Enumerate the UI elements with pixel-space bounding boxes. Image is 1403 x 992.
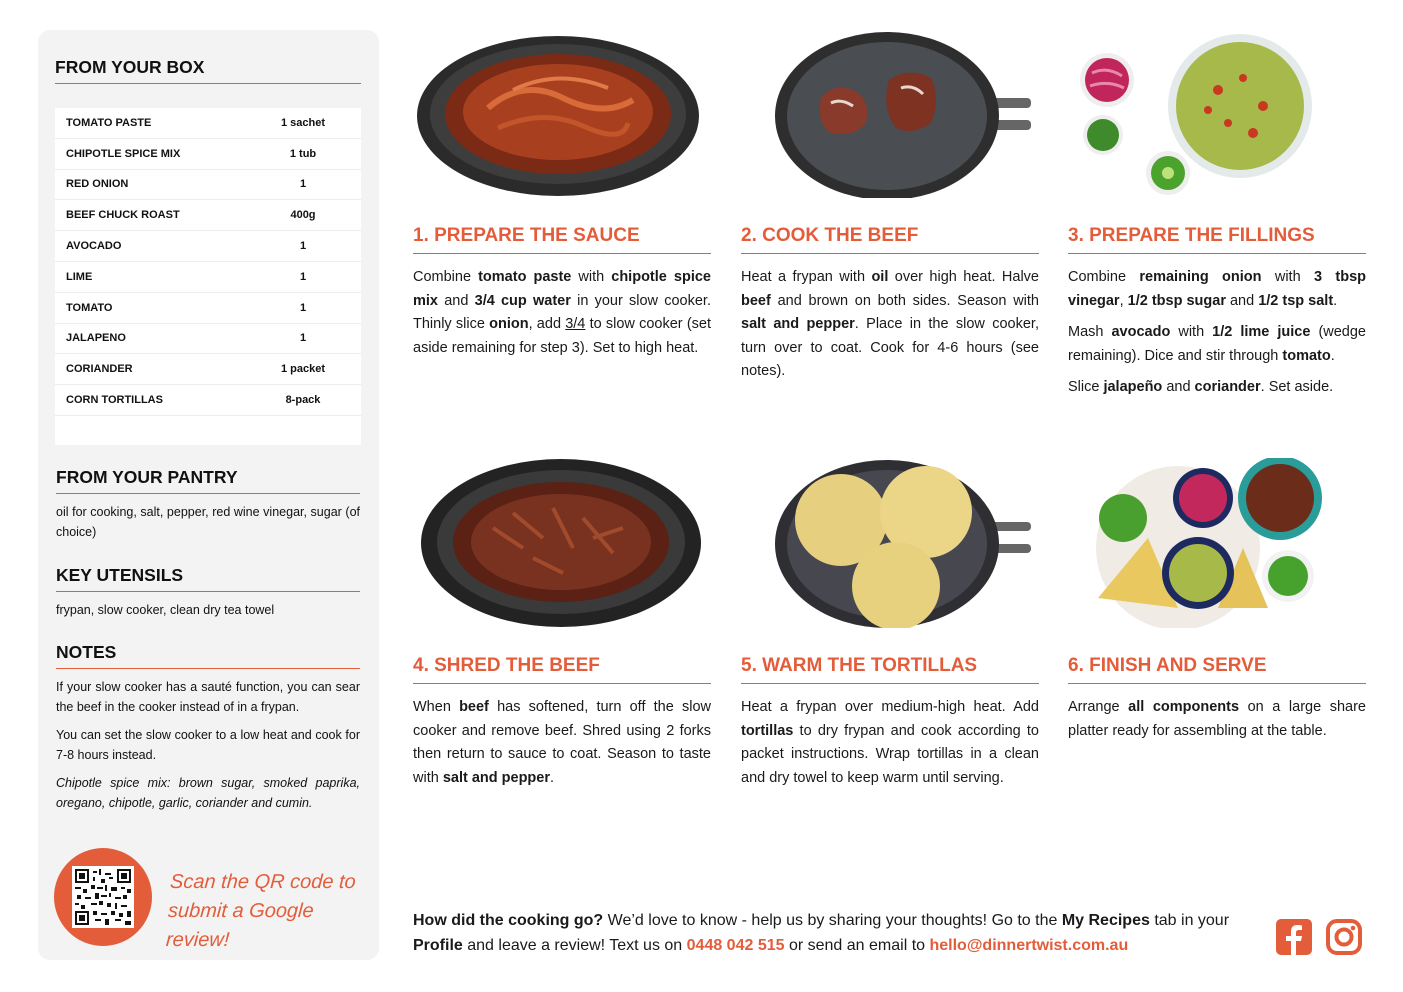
ingredient-qty: 1 tub <box>289 147 317 160</box>
text-run: and <box>438 292 475 309</box>
text-run: Combine <box>413 269 479 285</box>
ingredient-row <box>55 262 361 293</box>
ingredient-name: LIME <box>66 270 93 283</box>
ingredient-qty: 400g <box>290 209 316 222</box>
text-run: We’d love to know - help us by sharing your thoughts! Go to the <box>603 912 1062 929</box>
ingredient-name: TOMATO PASTE <box>66 116 152 129</box>
instagram-icon[interactable] <box>1325 918 1363 956</box>
step-3-paragraph <box>1068 266 1366 313</box>
ingredient-highlight: all components <box>1128 699 1240 715</box>
ingredient-highlight: oil <box>871 269 889 285</box>
ingredient-row <box>55 354 361 385</box>
ingredient-qty: 1 <box>299 270 307 283</box>
ingredient-highlight: coriander <box>1194 379 1261 395</box>
scan-line-1: Scan the QR code to <box>169 871 357 893</box>
ingredient-name: CHIPOTLE SPICE MIX <box>66 147 181 160</box>
notes-title: NOTES <box>56 642 360 669</box>
text-run: . <box>1333 292 1338 309</box>
ingredient-qty: 1 packet <box>280 363 326 376</box>
facebook-icon[interactable] <box>1275 918 1313 956</box>
ingredient-highlight: jalapeño <box>1103 379 1163 395</box>
step-2-title: 2. COOK THE BEEF <box>741 225 1039 254</box>
step-2-image <box>741 28 1039 198</box>
text-run: When <box>413 699 460 715</box>
ingredient-highlight: tomato paste <box>478 269 572 285</box>
qr-code-icon[interactable] <box>72 866 134 928</box>
text-run: . Set aside. <box>1260 379 1334 395</box>
text-run: and leave a review! Text us on <box>462 937 687 954</box>
phone-link[interactable]: 0448 042 515 <box>686 937 785 954</box>
ingredient-name: TOMATO <box>66 301 113 314</box>
ingredient-row <box>55 200 361 231</box>
text-run: to dry frypan and cook according to packet instructions. Wrap tortillas in a clean and dry towel to keep warm until serving. <box>741 722 1039 786</box>
text-run: and <box>1225 292 1259 309</box>
text-run: and <box>1162 379 1195 395</box>
step-3-image <box>1068 28 1366 198</box>
step-5-text <box>741 696 1039 790</box>
ingredient-highlight: tomato <box>1282 347 1331 364</box>
profile-link[interactable]: Profile <box>413 937 463 954</box>
step-4-title: 4. SHRED THE BEEF <box>413 655 711 684</box>
ingredient-qty: 1 <box>299 301 307 314</box>
ingredient-name: CORN TORTILLAS <box>66 394 163 407</box>
ingredient-highlight: remaining onion <box>1139 269 1262 285</box>
ingredient-name: JALAPENO <box>66 332 126 345</box>
text-run: with <box>571 269 612 285</box>
ingredient-highlight: 1/2 tbsp sugar <box>1127 292 1226 309</box>
step-1-title: 1. PREPARE THE SAUCE <box>413 225 711 254</box>
note-text: You can set the slow cooker to a low heat and cook for 7-8 hours instead. <box>56 728 360 762</box>
ingredient-row <box>55 385 361 416</box>
pantry-title: FROM YOUR PANTRY <box>56 467 360 494</box>
text-run: . <box>1330 347 1335 364</box>
step-3-title: 3. PREPARE THE FILLINGS <box>1068 225 1366 254</box>
sidebar <box>38 30 379 960</box>
ingredient-row <box>55 293 361 324</box>
step-5-image <box>741 458 1039 628</box>
ingredient-name: RED ONION <box>66 178 129 191</box>
review-footer <box>413 908 1263 958</box>
ingredient-highlight: 3 tbsp vinegar <box>1068 269 1367 309</box>
text-run: Arrange <box>1068 699 1129 715</box>
ingredient-highlight: onion <box>489 316 529 332</box>
text-run: Combine <box>1068 269 1140 285</box>
step-5-title: 5. WARM THE TORTILLAS <box>741 655 1039 684</box>
text-run: (wedge remaining). Dice and stir through <box>1068 324 1366 364</box>
ingredient-highlight: 1/2 tsp salt <box>1258 292 1334 309</box>
step-6-text <box>1068 696 1366 743</box>
text-run: . Place in the slow cooker, turn over to coat. Cook for 4-6 hours (see notes). <box>741 316 1039 379</box>
ingredient-highlight: salt and pepper <box>741 316 855 332</box>
my-recipes-link[interactable]: My Recipes <box>1061 912 1150 929</box>
step-3-paragraph <box>1068 321 1366 368</box>
text-run: , <box>1119 292 1128 309</box>
text-run: has softened, turn off the slow cooker and remove beef. Shred using 2 forks then return to sauce to coat. Season to taste with <box>413 699 711 786</box>
pantry-text: oil for cooking, salt, pepper, red wine vinegar, sugar (of choice) <box>56 505 360 539</box>
ingredient-highlight: chipotle spice mix <box>413 269 711 309</box>
step-1-image <box>413 28 711 198</box>
ingredient-qty: 1 <box>299 178 307 191</box>
step-6-title: 6. FINISH AND SERVE <box>1068 655 1366 684</box>
note-text: Chipotle spice mix: brown sugar, smoked paprika, oregano, chipotle, garlic, coriander and cumin. <box>56 776 360 810</box>
ingredient-highlight: 1/2 lime juice <box>1212 324 1311 340</box>
step-1-text <box>413 266 711 360</box>
utensils-title: KEY UTENSILS <box>56 565 360 592</box>
ingredient-qty: 1 <box>299 240 307 253</box>
email-link[interactable]: hello@dinnertwist.com.au <box>929 937 1129 954</box>
ingredient-qty: 1 sachet <box>280 116 326 129</box>
ingredient-name: BEEF CHUCK ROAST <box>66 209 180 222</box>
ingredient-row <box>55 170 361 201</box>
ingredient-highlight: beef <box>459 699 489 715</box>
pantry-section <box>56 467 360 542</box>
text-run: Heat a frypan over medium-high heat. Add <box>741 699 1039 715</box>
text-run: Heat a frypan with <box>741 269 872 285</box>
ingredient-qty: 1 <box>299 332 307 345</box>
footer-question: How did the cooking go? <box>413 912 604 929</box>
scan-review-text <box>165 868 371 955</box>
utensils-section <box>56 565 360 620</box>
text-run: or send an email to <box>784 937 930 954</box>
qr-badge[interactable] <box>54 848 152 946</box>
ingredient-highlight: tortillas <box>741 722 794 739</box>
text-run: , add <box>528 316 566 332</box>
ingredient-highlight: beef <box>741 292 771 309</box>
text-run: Slice <box>1068 379 1104 395</box>
text-run: and brown on both sides. Season with <box>770 292 1039 309</box>
box-title: FROM YOUR BOX <box>55 57 361 84</box>
ingredient-qty: 8-pack <box>285 394 321 407</box>
ingredient-highlight: avocado <box>1111 324 1171 340</box>
ingredient-name: CORIANDER <box>66 363 133 376</box>
step-6-image <box>1068 458 1366 628</box>
step-4-image <box>413 458 711 628</box>
ingredient-name: AVOCADO <box>66 240 122 253</box>
ingredient-row <box>55 231 361 262</box>
ingredient-highlight: 3/4 cup water <box>474 292 571 309</box>
utensils-text: frypan, slow cooker, clean dry tea towel <box>56 603 275 617</box>
notes-section <box>56 642 360 813</box>
text-run: to slow cooker (set aside remaining for step 3). Set to high heat. <box>413 316 712 356</box>
ingredients-table <box>55 108 361 445</box>
underlined-amount: 3/4 <box>565 316 586 332</box>
ingredient-highlight: salt and pepper <box>442 769 550 786</box>
text-run: on a large share platter ready for assembling at the table. <box>1068 699 1366 739</box>
ingredient-row <box>55 324 361 355</box>
text-run: over high heat. Halve <box>888 269 1039 285</box>
step-3-text <box>1068 266 1366 400</box>
step-4-text <box>413 696 711 790</box>
step-2-text <box>741 266 1039 384</box>
text-run: with <box>1170 324 1213 340</box>
scan-line-2: submit a Google review! <box>165 900 315 951</box>
note-text: If your slow cooker has a sauté function, you can sear the beef in the cooker instead of in a frypan. <box>56 680 360 714</box>
step-3-paragraph <box>1068 376 1366 400</box>
text-run: in your slow cooker. Thinly slice <box>413 292 711 332</box>
ingredient-row <box>55 139 361 170</box>
text-run: Mash <box>1068 324 1112 340</box>
ingredient-row <box>55 108 361 139</box>
text-run: tab in your <box>1149 912 1230 929</box>
text-run: with <box>1261 269 1314 285</box>
text-run: . <box>550 769 555 786</box>
